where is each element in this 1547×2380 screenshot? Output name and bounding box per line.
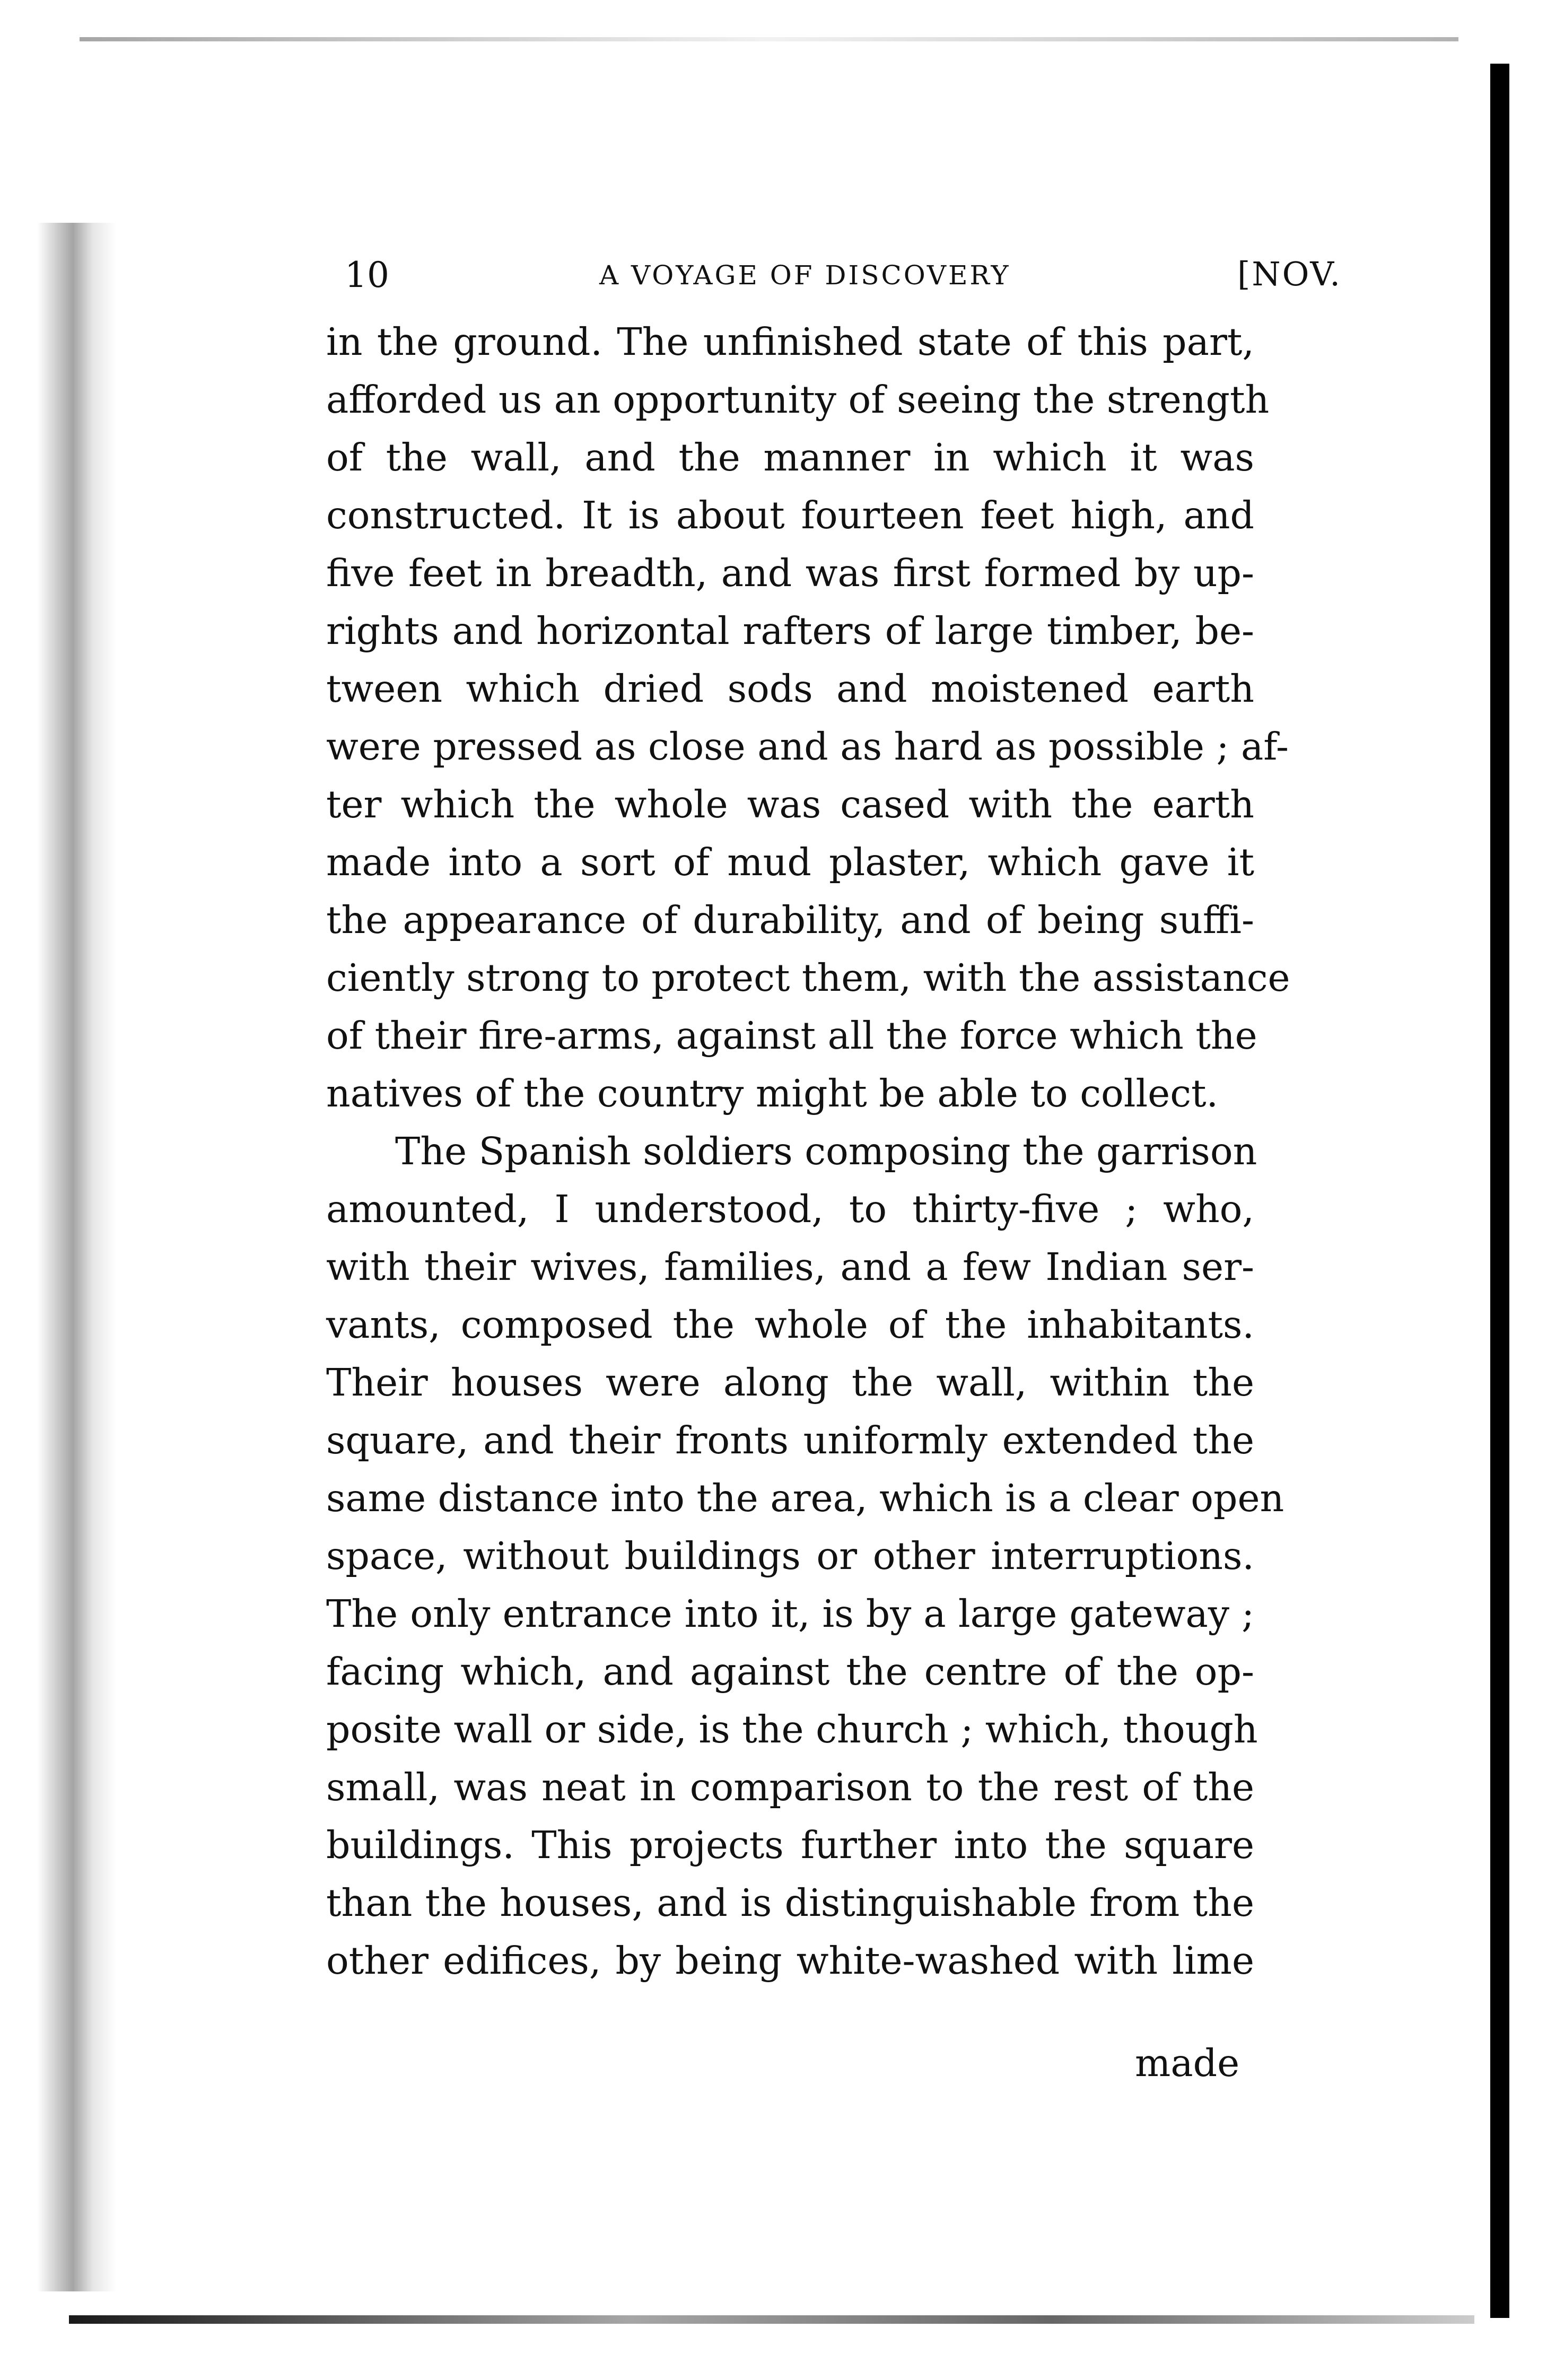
text-line: same distance into the area, which is a clear open xyxy=(326,1476,1284,1520)
text-line: ter which the whole was cased with the earth xyxy=(326,782,1254,826)
text-line: The only entrance into it, is by a large gateway ; xyxy=(326,1592,1254,1636)
text-line: rights and horizontal rafters of large timber, be- xyxy=(326,609,1254,653)
text-line: ciently strong to protect them, with the assistance xyxy=(326,956,1290,1000)
scan-edge-top xyxy=(80,37,1458,41)
body-text xyxy=(326,313,1290,1990)
text-line: facing which, and against the centre of the op- xyxy=(326,1650,1254,1694)
text-line: five feet in breadth, and was first formed by up- xyxy=(326,551,1254,595)
running-title: A VOYAGE OF DISCOVERY xyxy=(599,260,1011,291)
text-line: of their fire-arms, against all the force which the xyxy=(326,1014,1257,1058)
text-line: than the houses, and is distinguishable from the xyxy=(326,1881,1254,1925)
catchword: made xyxy=(1135,2041,1240,2085)
text-line: buildings. This projects further into the square xyxy=(326,1823,1254,1867)
text-line: of the wall, and the manner in which it was xyxy=(326,435,1254,480)
scan-edge-bottom xyxy=(69,2315,1474,2324)
text-line: constructed. It is about fourteen feet high, and xyxy=(326,493,1254,537)
running-date-mark: [NOV. xyxy=(1237,255,1342,293)
text-line: other edifices, by being white-washed with lime xyxy=(326,1939,1254,1983)
scan-edge-left xyxy=(37,223,117,2291)
text-line: the appearance of durability, and of being suffi- xyxy=(326,898,1254,942)
text-line: in the ground. The unfinished state of this part, xyxy=(326,320,1254,364)
text-line: amounted, I understood, to thirty-five ; who, xyxy=(326,1187,1254,1231)
page-number: 10 xyxy=(345,255,389,295)
text-line: made into a sort of mud plaster, which gave it xyxy=(326,840,1254,884)
text-line: with their wives, families, and a few Indian ser- xyxy=(326,1245,1254,1289)
text-line: The Spanish soldiers composing the garrison xyxy=(395,1129,1257,1173)
text-line: afforded us an opportunity of seeing the strength xyxy=(326,378,1270,422)
text-line: space, without buildings or other interruptions. xyxy=(326,1534,1254,1578)
text-line: square, and their fronts uniformly extended the xyxy=(326,1418,1254,1462)
text-line: were pressed as close and as hard as possible ; af- xyxy=(326,725,1289,769)
text-line: Their houses were along the wall, within the xyxy=(326,1361,1254,1405)
running-head xyxy=(345,249,1342,308)
scan-edge-right xyxy=(1490,64,1509,2318)
text-line: posite wall or side, is the church ; which, though xyxy=(326,1707,1258,1751)
text-line: vants, composed the whole of the inhabitants. xyxy=(326,1303,1254,1347)
text-line: natives of the country might be able to collect. xyxy=(326,1071,1219,1115)
text-line: tween which dried sods and moistened earth xyxy=(326,667,1254,711)
text-line: small, was neat in comparison to the rest of the xyxy=(326,1765,1254,1809)
